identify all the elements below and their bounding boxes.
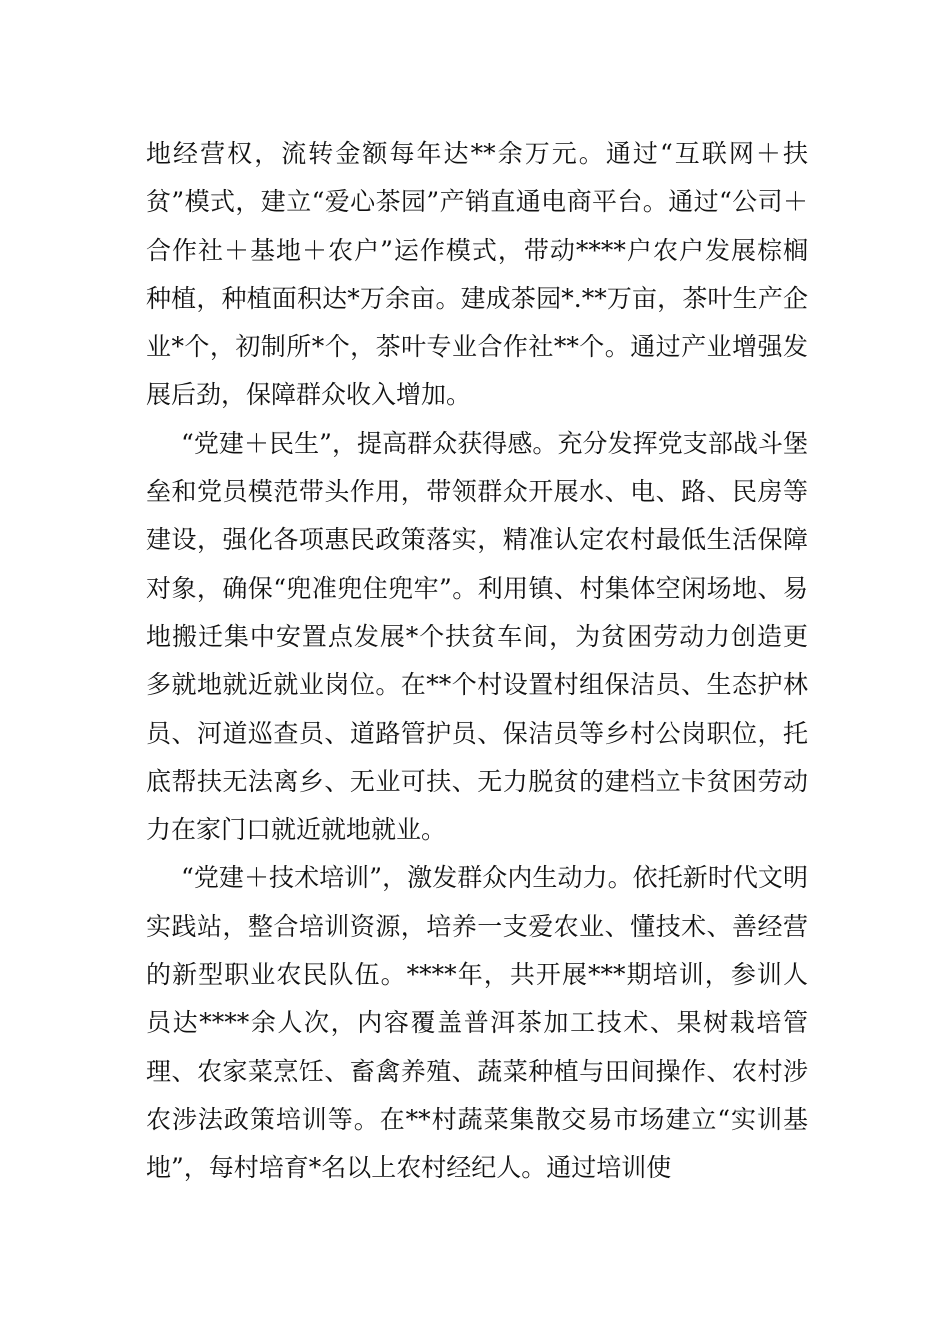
document-body xyxy=(146,130,808,1193)
paragraph-industry-continued: 地经营权，流转金额每年达**余万元。通过“互联网＋扶贫”模式，建立“爱心茶园”产销直通电商平台。通过“公司＋合作社＋基地＋农户”运作模式，带动****户农户发展棕榈种植，种植面积达*万余亩。建成茶园*.**万亩，茶叶生产企业*个，初制所*个，茶叶专业合作社**个。通过产业增强发展后劲，保障群众收入增加。 xyxy=(146,139,808,410)
paragraph-party-training: “党建＋技术培训”，激发群众内生动力。依托新时代文明实践站，整合培训资源，培养一支爱农业、懂技术、善经营的新型职业农民队伍。****年，共开展***期培训，参训人员达****余人次，内容覆盖普洱茶加工技术、果树栽培管理、农家菜烹饪、畜禽养殖、蔬菜种植与田间操作、农村涉农涉法政策培训等。在**村蔬菜集散交易市场建立“实训基地”，每村培育*名以上农村经纪人。通过培训使 xyxy=(146,863,808,1183)
paragraph-party-livelihood: “党建＋民生”，提高群众获得感。充分发挥党支部战斗堡垒和党员模范带头作用，带领群众开展水、电、路、民房等建设，强化各项惠民政策落实，精准认定农村最低生活保障对象，确保“兜准兜住兜牢”。利用镇、村集体空闲场地、易地搬迁集中安置点发展*个扶贫车间，为贫困劳动力创造更多就地就近就业岗位。在**个村设置村组保洁员、生态护林员、河道巡查员、道路管护员、保洁员等乡村公岗职位，托底帮扶无法离乡、无业可扶、无力脱贫的建档立卡贫困劳动力在家门口就近就地就业。 xyxy=(146,428,808,845)
